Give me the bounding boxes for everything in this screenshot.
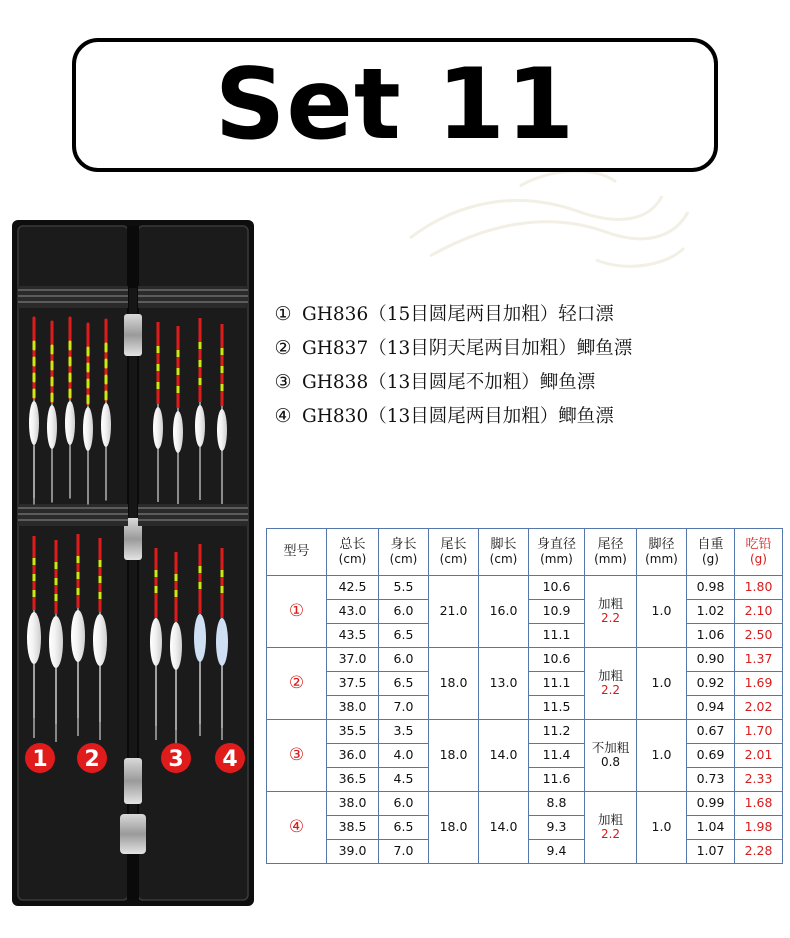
cell-body-length: 6.5: [379, 816, 429, 840]
cell-self-weight: 0.67: [687, 720, 735, 744]
cell-lead: 1.98: [735, 816, 783, 840]
cell-body-diameter: 9.3: [529, 816, 585, 840]
cell-body-length: 6.0: [379, 792, 429, 816]
circled-number-4-icon: ④: [274, 405, 292, 427]
cell-total-length: 37.0: [327, 648, 379, 672]
cell-body-length: 4.5: [379, 768, 429, 792]
cell-lead: 2.10: [735, 600, 783, 624]
cell-lead: 2.28: [735, 840, 783, 864]
cell-body-diameter: 11.2: [529, 720, 585, 744]
cell-leg-length: 16.0: [479, 576, 529, 648]
cell-tail-length: 18.0: [429, 792, 479, 864]
cell-leg-diameter: 1.0: [637, 648, 687, 720]
col-header-leg-diameter: 脚径 (mm): [637, 529, 687, 576]
circled-number-2-icon: ②: [274, 337, 292, 359]
cell-self-weight: 1.06: [687, 624, 735, 648]
cell-lead: 2.01: [735, 744, 783, 768]
list-item: [272, 334, 782, 360]
svg-text:1: 1: [32, 747, 48, 772]
cell-total-length: 37.5: [327, 672, 379, 696]
cell-tail-length: 21.0: [429, 576, 479, 648]
cell-self-weight: 1.04: [687, 816, 735, 840]
title-plate: [72, 38, 718, 172]
cell-body-length: 6.5: [379, 672, 429, 696]
cell-body-length: 5.5: [379, 576, 429, 600]
cell-body-length: 7.0: [379, 840, 429, 864]
cell-body-length: 4.0: [379, 744, 429, 768]
legend-list: [272, 300, 782, 436]
legend-item-label: GH836（15目圆尾两目加粗）轻口漂: [302, 304, 614, 325]
cell-leg-diameter: 1.0: [637, 720, 687, 792]
table-row: [267, 648, 783, 672]
cell-tail-length: 18.0: [429, 648, 479, 720]
cell-total-length: 43.5: [327, 624, 379, 648]
cell-body-diameter: 11.6: [529, 768, 585, 792]
col-header-leg-length: 脚长 (cm): [479, 529, 529, 576]
circled-number-3-icon: ③: [274, 371, 292, 393]
cell-model: ①: [267, 576, 327, 648]
table-row: [267, 792, 783, 816]
cell-body-diameter: 9.4: [529, 840, 585, 864]
cell-self-weight: 0.98: [687, 576, 735, 600]
cell-tail-diameter: 不加粗 0.8: [585, 720, 637, 792]
col-header-self-weight: 自重 (g): [687, 529, 735, 576]
legend-item-label: GH837（13目阴天尾两目加粗）鲫鱼漂: [302, 338, 633, 359]
table-row: [267, 576, 783, 600]
cell-body-length: 6.0: [379, 648, 429, 672]
cell-total-length: 39.0: [327, 840, 379, 864]
col-header-tail-length: 尾长 (cm): [429, 529, 479, 576]
cell-lead: 1.68: [735, 792, 783, 816]
cell-total-length: 43.0: [327, 600, 379, 624]
cell-model: ③: [267, 720, 327, 792]
cell-lead: 1.80: [735, 576, 783, 600]
cell-body-diameter: 10.6: [529, 648, 585, 672]
cell-total-length: 38.0: [327, 792, 379, 816]
page-title: Set 11: [214, 48, 576, 162]
legend-item-label: GH830（13目圆尾两目加粗）鲫鱼漂: [302, 406, 614, 427]
cell-lead: 2.02: [735, 696, 783, 720]
cell-total-length: 35.5: [327, 720, 379, 744]
cell-lead: 1.69: [735, 672, 783, 696]
cell-tail-diameter: 加粗 2.2: [585, 576, 637, 648]
cell-lead: 1.70: [735, 720, 783, 744]
table-header-row: [267, 529, 783, 576]
cell-tail-diameter: 加粗 2.2: [585, 648, 637, 720]
cell-body-diameter: 11.1: [529, 624, 585, 648]
cell-self-weight: 0.99: [687, 792, 735, 816]
svg-text:2: 2: [84, 747, 100, 772]
cell-total-length: 38.5: [327, 816, 379, 840]
cell-self-weight: 1.07: [687, 840, 735, 864]
cell-body-length: 7.0: [379, 696, 429, 720]
cell-self-weight: 0.90: [687, 648, 735, 672]
cell-model: ④: [267, 792, 327, 864]
list-item: [272, 300, 782, 326]
list-item: [272, 402, 782, 428]
list-item: [272, 368, 782, 394]
circled-number-1-icon: ①: [274, 303, 292, 325]
cell-total-length: 42.5: [327, 576, 379, 600]
cell-leg-length: 14.0: [479, 720, 529, 792]
svg-text:4: 4: [222, 747, 238, 772]
product-photo: [8, 218, 258, 908]
cell-lead: 2.33: [735, 768, 783, 792]
table-row: [267, 720, 783, 744]
cell-body-diameter: 10.6: [529, 576, 585, 600]
cell-body-diameter: 10.9: [529, 600, 585, 624]
cell-body-length: 6.0: [379, 600, 429, 624]
cell-leg-length: 14.0: [479, 792, 529, 864]
col-header-body-length: 身长 (cm): [379, 529, 429, 576]
cell-total-length: 36.5: [327, 768, 379, 792]
col-header-tail-diameter: 尾径 (mm): [585, 529, 637, 576]
cell-total-length: 38.0: [327, 696, 379, 720]
cell-body-diameter: 11.4: [529, 744, 585, 768]
cell-lead: 2.50: [735, 624, 783, 648]
cell-leg-diameter: 1.0: [637, 576, 687, 648]
cell-total-length: 36.0: [327, 744, 379, 768]
svg-text:3: 3: [168, 747, 184, 772]
cell-body-diameter: 8.8: [529, 792, 585, 816]
cell-tail-diameter: 加粗 2.2: [585, 792, 637, 864]
cell-self-weight: 1.02: [687, 600, 735, 624]
decorative-swirl: [400, 160, 720, 280]
cell-body-length: 3.5: [379, 720, 429, 744]
cell-leg-diameter: 1.0: [637, 792, 687, 864]
col-header-lead-capacity: 吃铅 (g): [735, 529, 783, 576]
cell-body-diameter: 11.5: [529, 696, 585, 720]
col-header-model: 型号: [267, 529, 327, 576]
cell-body-diameter: 11.1: [529, 672, 585, 696]
cell-tail-length: 18.0: [429, 720, 479, 792]
spec-table: [266, 528, 783, 864]
cell-model: ②: [267, 648, 327, 720]
cell-self-weight: 0.69: [687, 744, 735, 768]
cell-self-weight: 0.94: [687, 696, 735, 720]
cell-leg-length: 13.0: [479, 648, 529, 720]
legend-item-label: GH838（13目圆尾不加粗）鲫鱼漂: [302, 372, 596, 393]
cell-self-weight: 0.92: [687, 672, 735, 696]
cell-lead: 1.37: [735, 648, 783, 672]
col-header-total-length: 总长 (cm): [327, 529, 379, 576]
col-header-body-diameter: 身直径 (mm): [529, 529, 585, 576]
cell-self-weight: 0.73: [687, 768, 735, 792]
cell-body-length: 6.5: [379, 624, 429, 648]
spec-table-wrapper: [266, 528, 782, 864]
